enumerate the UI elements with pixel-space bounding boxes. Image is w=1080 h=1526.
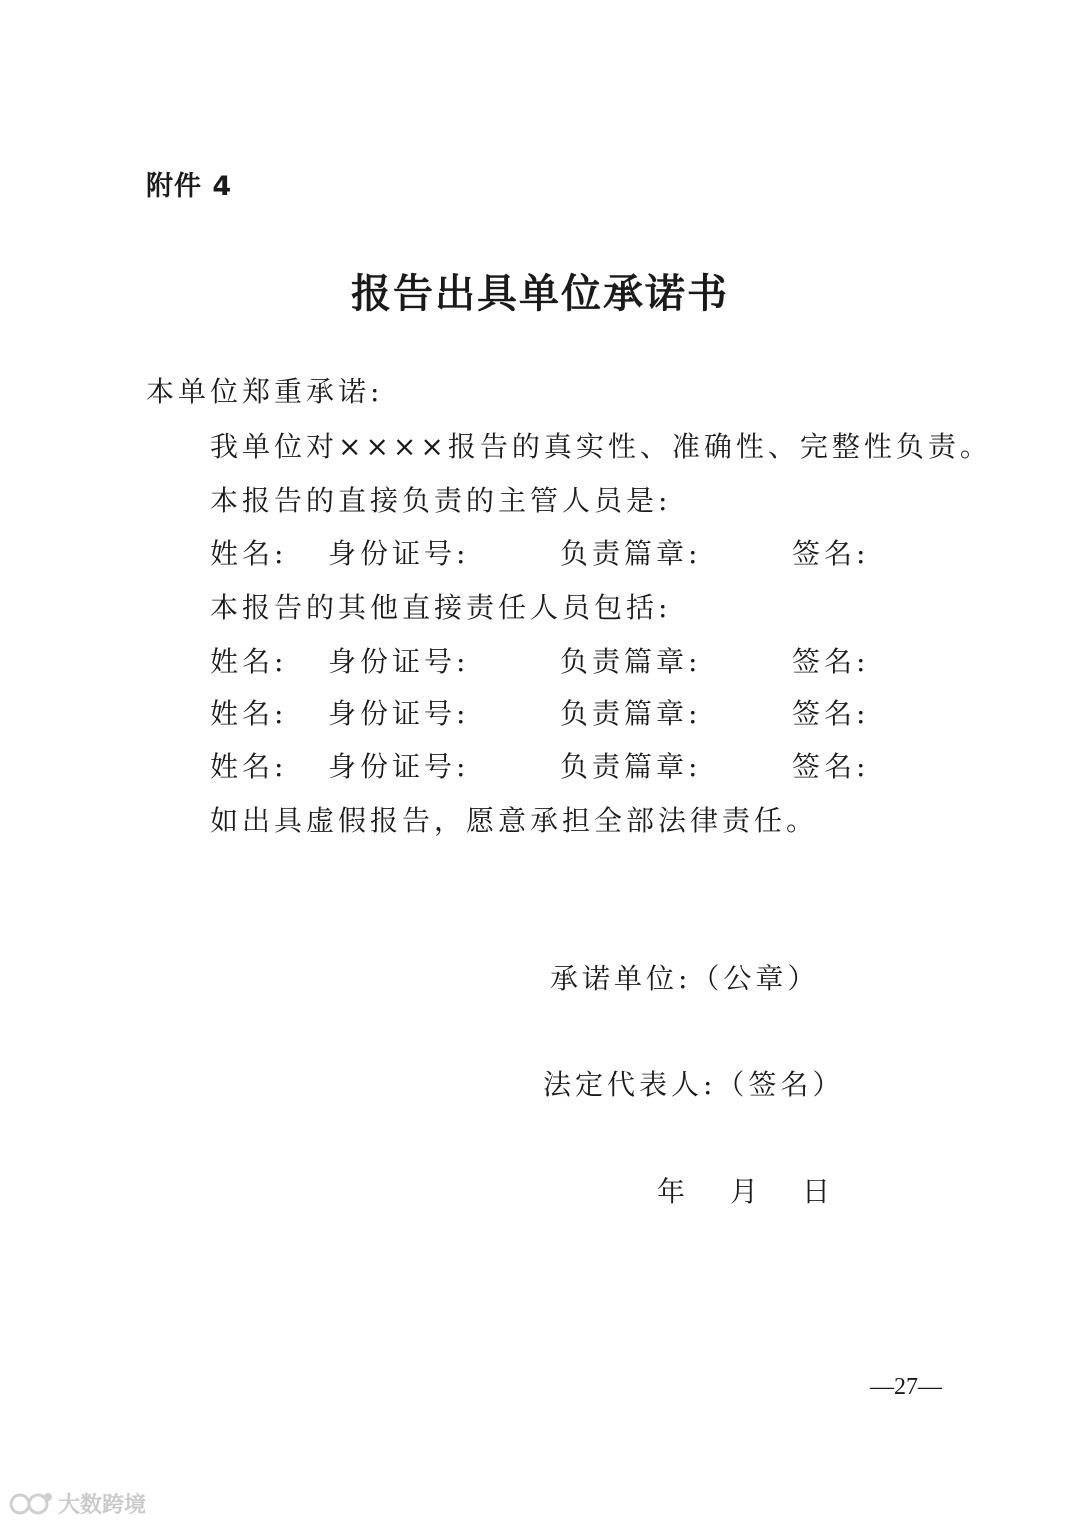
responsibility-statement: 我单位对××××报告的真实性、准确性、完整性负责。 bbox=[210, 430, 992, 463]
page-number: —27— bbox=[870, 1374, 942, 1400]
id-number-label: 身份证号: bbox=[328, 750, 470, 783]
signature-label: 签名: bbox=[792, 750, 870, 783]
watermark-text: 大数跨境 bbox=[58, 1493, 147, 1518]
chapter-label: 负责篇章: bbox=[560, 645, 702, 678]
document-title: 报告出具单位承诺书 bbox=[351, 270, 729, 317]
chapter-label: 负责篇章: bbox=[560, 537, 702, 570]
id-number-label: 身份证号: bbox=[328, 645, 470, 678]
id-number-label: 身份证号: bbox=[328, 537, 470, 570]
legal-representative-label: 法定代表人:（签名） bbox=[543, 1068, 845, 1101]
attachment-label: 附件 4 bbox=[146, 171, 233, 202]
watermark-logo-icon bbox=[8, 1489, 54, 1519]
chapter-label: 负责篇章: bbox=[560, 750, 702, 783]
year-label: 年 bbox=[657, 1175, 686, 1208]
name-label: 姓名: bbox=[210, 697, 288, 730]
id-number-label: 身份证号: bbox=[328, 697, 470, 730]
chapter-label: 负责篇章: bbox=[560, 697, 702, 730]
signature-label: 签名: bbox=[792, 697, 870, 730]
watermark bbox=[8, 1488, 146, 1519]
name-label: 姓名: bbox=[210, 645, 288, 678]
liability-statement: 如出具虚假报告，愿意承担全部法律责任。 bbox=[210, 804, 819, 837]
day-label: 日 bbox=[802, 1175, 831, 1208]
month-label: 月 bbox=[730, 1175, 759, 1208]
name-label: 姓名: bbox=[210, 537, 288, 570]
intro-line: 本单位郑重承诺: bbox=[146, 375, 384, 408]
main-person-heading: 本报告的直接负责的主管人员是: bbox=[210, 484, 672, 517]
signature-label: 签名: bbox=[792, 645, 870, 678]
name-label: 姓名: bbox=[210, 750, 288, 783]
other-persons-heading: 本报告的其他直接责任人员包括: bbox=[210, 591, 672, 624]
signature-label: 签名: bbox=[792, 537, 870, 570]
committing-unit-label: 承诺单位:（公章） bbox=[550, 962, 820, 995]
